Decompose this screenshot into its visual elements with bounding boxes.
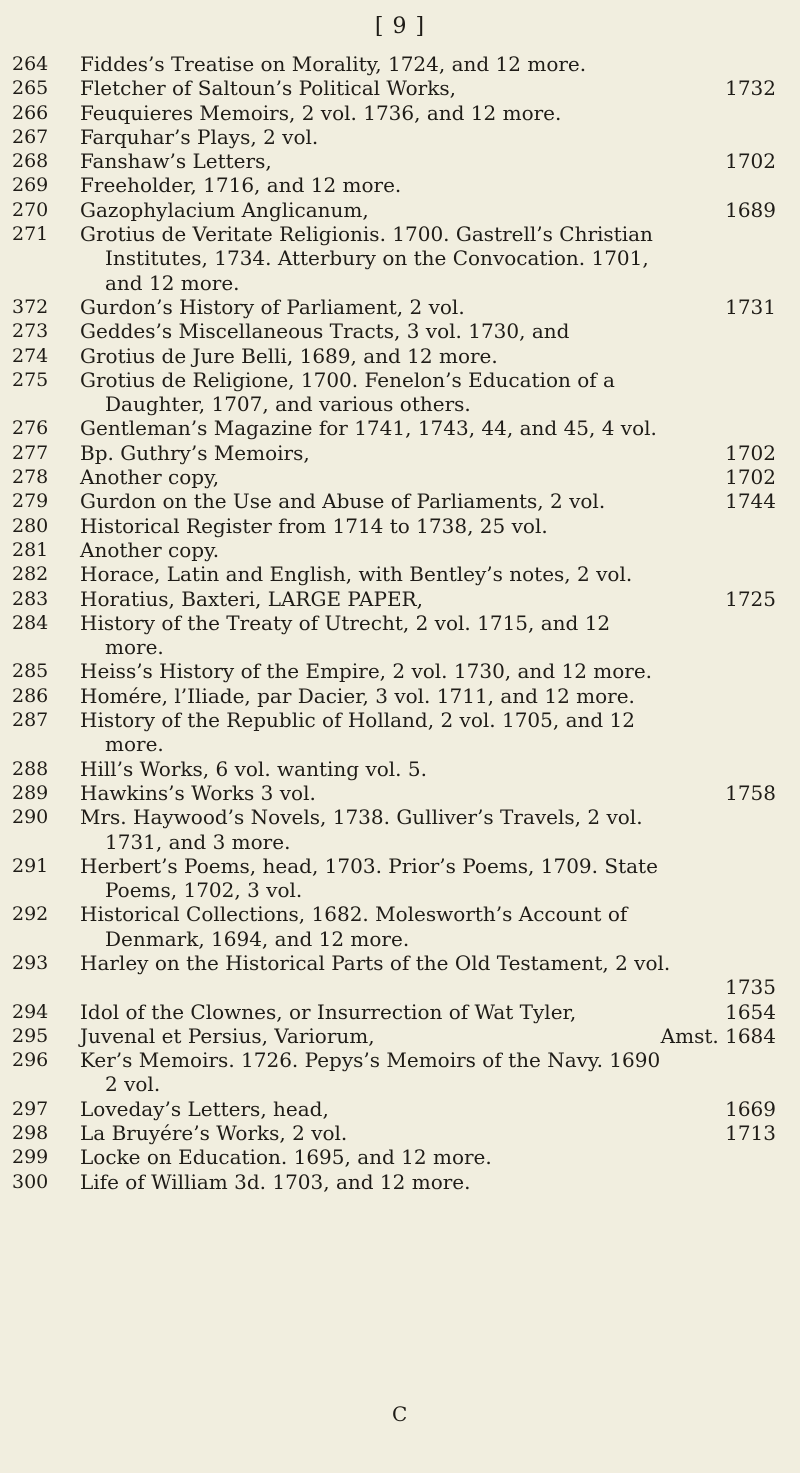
catalogue-entry bbox=[0, 295, 800, 319]
entry-text: Poems, 1702, 3 vol. bbox=[105, 878, 303, 903]
entry-line bbox=[0, 368, 800, 392]
entry-text: Gurdon on the Use and Abuse of Parliaments, 2 vol. bbox=[80, 489, 606, 514]
lot-number: 288 bbox=[12, 757, 49, 780]
entry-line bbox=[0, 295, 800, 319]
catalogue-entry bbox=[0, 757, 800, 781]
catalogue-entry bbox=[0, 514, 800, 538]
entry-line bbox=[0, 198, 800, 222]
entry-date: 1669 bbox=[725, 1096, 776, 1121]
catalogue-entry bbox=[0, 52, 800, 76]
lot-number: 266 bbox=[12, 101, 49, 124]
signature-mark: C bbox=[392, 1402, 408, 1426]
catalogue-entry bbox=[0, 1024, 800, 1048]
lot-number: 296 bbox=[12, 1049, 49, 1072]
entry-line bbox=[0, 902, 800, 926]
lot-number: 269 bbox=[12, 174, 49, 197]
catalogue-entry bbox=[0, 465, 800, 489]
lot-number: 264 bbox=[12, 53, 49, 75]
entry-line bbox=[0, 927, 800, 951]
entry-line bbox=[0, 319, 800, 343]
catalogue-entry bbox=[0, 416, 800, 440]
entry-text: Fletcher of Saltoun’s Political Works, bbox=[80, 76, 456, 101]
lot-number: 299 bbox=[12, 1146, 49, 1169]
entry-text: Denmark, 1694, and 12 more. bbox=[105, 926, 410, 951]
entry-line bbox=[0, 611, 800, 635]
entry-text: 2 vol. bbox=[105, 1072, 161, 1097]
entry-text: Feuquieres Memoirs, 2 vol. 1736, and 12 more. bbox=[80, 100, 562, 125]
entry-line bbox=[0, 757, 800, 781]
entry-line bbox=[0, 465, 800, 489]
lot-number: 265 bbox=[12, 77, 49, 100]
entry-line bbox=[0, 246, 800, 270]
entry-line bbox=[0, 1170, 800, 1194]
entry-text: Loveday’s Letters, head, bbox=[80, 1096, 329, 1121]
entry-line bbox=[0, 1121, 800, 1145]
catalogue-entry bbox=[0, 101, 800, 125]
lot-number: 273 bbox=[12, 320, 49, 343]
lot-number: 293 bbox=[12, 951, 49, 974]
entry-line bbox=[0, 222, 800, 246]
entry-text: Gentleman’s Magazine for 1741, 1743, 44, and 45, 4 vol. bbox=[80, 416, 657, 441]
catalogue-entry bbox=[0, 1097, 800, 1121]
entry-line bbox=[0, 684, 800, 708]
lot-number: 270 bbox=[12, 198, 49, 221]
entry-date: 1744 bbox=[725, 489, 776, 514]
lot-number: 294 bbox=[12, 1000, 49, 1023]
entry-text: Locke on Education. 1695, and 12 more. bbox=[80, 1145, 492, 1170]
lot-number: 285 bbox=[12, 660, 49, 683]
lot-number: 277 bbox=[12, 441, 49, 464]
entry-line bbox=[0, 392, 800, 416]
entry-text: Fanshaw’s Letters, bbox=[80, 149, 272, 174]
entry-text: more. bbox=[105, 732, 164, 757]
entry-text: and 12 more. bbox=[105, 270, 240, 295]
lot-number: 284 bbox=[12, 611, 49, 634]
entry-line bbox=[0, 1072, 800, 1096]
catalogue-entry bbox=[0, 1048, 800, 1097]
entry-line bbox=[0, 854, 800, 878]
entry-text: Life of William 3d. 1703, and 12 more. bbox=[80, 1169, 471, 1194]
lot-number: 298 bbox=[12, 1122, 49, 1145]
entry-line bbox=[0, 489, 800, 513]
entry-text: Another copy, bbox=[80, 465, 220, 490]
entry-line bbox=[0, 125, 800, 149]
catalogue-entry bbox=[0, 659, 800, 683]
entry-text: Horace, Latin and English, with Bentley’s notes, 2 vol. bbox=[80, 562, 633, 587]
catalogue-entry bbox=[0, 173, 800, 197]
entry-text: 1731, and 3 more. bbox=[105, 829, 291, 854]
lot-number: 281 bbox=[12, 538, 49, 561]
entry-line bbox=[0, 830, 800, 854]
entry-text: Harley on the Historical Parts of the Old Testament, 2 vol. bbox=[80, 950, 671, 975]
catalogue-entry bbox=[0, 149, 800, 173]
entry-text: Bp. Guthry’s Memoirs, bbox=[80, 440, 310, 465]
entry-line bbox=[0, 441, 800, 465]
entry-text: Historical Register from 1714 to 1738, 25 vol. bbox=[80, 513, 548, 538]
lot-number: 276 bbox=[12, 417, 49, 440]
entry-date: 1758 bbox=[725, 780, 776, 805]
catalogue-entry bbox=[0, 1145, 800, 1169]
lot-number: 274 bbox=[12, 344, 49, 367]
entry-line bbox=[0, 173, 800, 197]
entry-line bbox=[0, 101, 800, 125]
entry-line bbox=[0, 344, 800, 368]
entry-date: 1689 bbox=[725, 197, 776, 222]
catalogue-entry bbox=[0, 684, 800, 708]
page-number: [ 9 ] bbox=[374, 14, 426, 39]
entry-date: 1735 bbox=[725, 975, 776, 1000]
entry-line bbox=[0, 708, 800, 732]
catalogue-entry bbox=[0, 902, 800, 951]
entry-text: Daughter, 1707, and various others. bbox=[105, 392, 471, 417]
entry-line bbox=[0, 1145, 800, 1169]
catalogue-entry bbox=[0, 222, 800, 295]
entry-line bbox=[0, 562, 800, 586]
lot-number: 292 bbox=[12, 903, 49, 926]
lot-number: 280 bbox=[12, 514, 49, 537]
entry-line bbox=[0, 514, 800, 538]
lot-number: 279 bbox=[12, 490, 49, 513]
catalogue-entry bbox=[0, 344, 800, 368]
entry-text: Juvenal et Persius, Variorum, bbox=[80, 1023, 375, 1048]
catalogue-entry bbox=[0, 781, 800, 805]
entry-date: Amst. 1684 bbox=[660, 1023, 776, 1048]
catalogue-entry bbox=[0, 198, 800, 222]
entry-text: Fiddes’s Treatise on Morality, 1724, and 12 more. bbox=[80, 52, 587, 76]
entry-line bbox=[0, 1048, 800, 1072]
catalogue-entry bbox=[0, 76, 800, 100]
entry-line bbox=[0, 587, 800, 611]
lot-number: 297 bbox=[12, 1097, 49, 1120]
entry-line bbox=[0, 781, 800, 805]
catalogue-entry bbox=[0, 1170, 800, 1194]
catalogue-entry bbox=[0, 562, 800, 586]
entry-text: Freeholder, 1716, and 12 more. bbox=[80, 173, 402, 198]
entry-date: 1725 bbox=[725, 586, 776, 611]
entry-date: 1654 bbox=[725, 999, 776, 1024]
entry-text: La Bruyére’s Works, 2 vol. bbox=[80, 1121, 348, 1146]
catalogue-entries bbox=[0, 52, 800, 1194]
lot-number: 278 bbox=[12, 466, 49, 489]
catalogue-entry bbox=[0, 441, 800, 465]
catalogue-entry bbox=[0, 538, 800, 562]
lot-number: 287 bbox=[12, 709, 49, 732]
lot-number: 282 bbox=[12, 563, 49, 586]
entry-text: Hill’s Works, 6 vol. wanting vol. 5. bbox=[80, 756, 427, 781]
lot-number: 271 bbox=[12, 223, 49, 246]
lot-number: 372 bbox=[12, 295, 49, 318]
entry-text: Herbert’s Poems, head, 1703. Prior’s Poems, 1709. State bbox=[80, 853, 658, 878]
entry-line bbox=[0, 1097, 800, 1121]
entry-line bbox=[0, 659, 800, 683]
catalogue-entry bbox=[0, 368, 800, 417]
entry-text: Farquhar’s Plays, 2 vol. bbox=[80, 124, 319, 149]
entry-line bbox=[0, 878, 800, 902]
entry-text: Grotius de Religione, 1700. Fenelon’s Education of a bbox=[80, 367, 615, 392]
entry-line bbox=[0, 76, 800, 100]
catalogue-entry bbox=[0, 125, 800, 149]
lot-number: 286 bbox=[12, 684, 49, 707]
entry-date: 1732 bbox=[725, 76, 776, 101]
entry-text: Homére, l’Iliade, par Dacier, 3 vol. 1711, and 12 more. bbox=[80, 683, 635, 708]
entry-line bbox=[0, 1024, 800, 1048]
entry-line bbox=[0, 805, 800, 829]
entry-text: History of the Treaty of Utrecht, 2 vol. 1715, and 12 bbox=[80, 610, 611, 635]
entry-line bbox=[0, 52, 800, 76]
lot-number: 289 bbox=[12, 781, 49, 804]
entry-text: Geddes’s Miscellaneous Tracts, 3 vol. 1730, and bbox=[80, 319, 570, 344]
entry-text: more. bbox=[105, 635, 164, 660]
lot-number: 300 bbox=[12, 1170, 49, 1193]
entry-line bbox=[0, 975, 800, 999]
entry-text: Hawkins’s Works 3 vol. bbox=[80, 780, 316, 805]
entry-text: Ker’s Memoirs. 1726. Pepys’s Memoirs of the Navy. 1690 bbox=[80, 1048, 661, 1073]
catalogue-entry bbox=[0, 1121, 800, 1145]
entry-line bbox=[0, 951, 800, 975]
catalogue-entry bbox=[0, 708, 800, 757]
catalogue-entry bbox=[0, 805, 800, 854]
entry-line bbox=[0, 149, 800, 173]
catalogue-entry bbox=[0, 587, 800, 611]
catalogue-entry bbox=[0, 319, 800, 343]
entry-line bbox=[0, 416, 800, 440]
entry-text: Grotius de Veritate Religionis. 1700. Gastrell’s Christian bbox=[80, 222, 653, 247]
entry-date: 1713 bbox=[725, 1121, 776, 1146]
entry-date: 1702 bbox=[725, 149, 776, 174]
catalogue-entry bbox=[0, 854, 800, 903]
lot-number: 267 bbox=[12, 125, 49, 148]
catalogue-entry bbox=[0, 1000, 800, 1024]
entry-date: 1702 bbox=[725, 440, 776, 465]
entry-text: Another copy. bbox=[80, 537, 220, 562]
lot-number: 268 bbox=[12, 150, 49, 173]
catalogue-entry bbox=[0, 489, 800, 513]
entry-text: History of the Republic of Holland, 2 vol. 1705, and 12 bbox=[80, 708, 635, 733]
entry-text: Idol of the Clownes, or Insurrection of Wat Tyler, bbox=[80, 999, 577, 1024]
entry-text: Grotius de Jure Belli, 1689, and 12 more. bbox=[80, 343, 498, 368]
entry-line bbox=[0, 1000, 800, 1024]
entry-text: Gurdon’s History of Parliament, 2 vol. bbox=[80, 294, 465, 319]
entry-line bbox=[0, 271, 800, 295]
lot-number: 295 bbox=[12, 1024, 49, 1047]
entry-text: Mrs. Haywood’s Novels, 1738. Gulliver’s Travels, 2 vol. bbox=[80, 805, 643, 830]
entry-text: Horatius, Baxteri, LARGE PAPER, bbox=[80, 586, 423, 611]
lot-number: 275 bbox=[12, 368, 49, 391]
entry-date: 1702 bbox=[725, 465, 776, 490]
entry-date: 1731 bbox=[725, 294, 776, 319]
entry-line bbox=[0, 732, 800, 756]
lot-number: 283 bbox=[12, 587, 49, 610]
entry-text: Heiss’s History of the Empire, 2 vol. 1730, and 12 more. bbox=[80, 659, 653, 684]
catalogue-entry bbox=[0, 951, 800, 1000]
entry-text: Institutes, 1734. Atterbury on the Convocation. 1701, bbox=[105, 246, 649, 271]
lot-number: 291 bbox=[12, 854, 49, 877]
entry-line bbox=[0, 635, 800, 659]
entry-line bbox=[0, 538, 800, 562]
catalogue-entry bbox=[0, 611, 800, 660]
lot-number: 290 bbox=[12, 806, 49, 829]
entry-text: Gazophylacium Anglicanum, bbox=[80, 197, 369, 222]
entry-text: Historical Collections, 1682. Molesworth’s Account of bbox=[80, 902, 628, 927]
